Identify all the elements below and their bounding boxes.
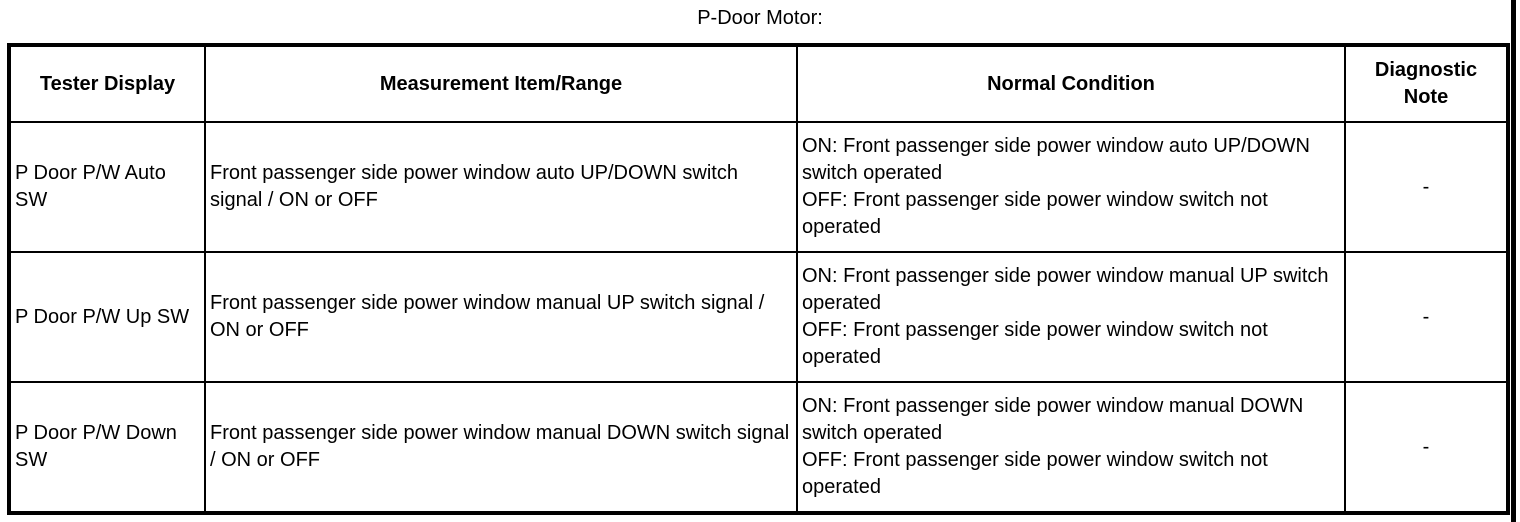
cell-normal-condition — [797, 382, 1345, 513]
normal-off-text: OFF: Front passenger side power window switch not operated — [802, 449, 1268, 498]
table-body — [9, 122, 1508, 513]
cell-measurement: Front passenger side power window manual DOWN switch signal / ON or OFF — [205, 382, 797, 513]
cell-measurement: Front passenger side power window manual UP switch signal / ON or OFF — [205, 252, 797, 382]
section-title: P-Door Motor: — [697, 7, 823, 29]
normal-off-text: OFF: Front passenger side power window switch not operated — [802, 189, 1268, 238]
cell-measurement: Front passenger side power window auto UP/DOWN switch signal / ON or OFF — [205, 122, 797, 252]
cell-diagnostic-note: - — [1345, 252, 1508, 382]
header-row — [9, 45, 1508, 122]
table-row — [9, 122, 1508, 252]
table-row — [9, 252, 1508, 382]
table-header — [9, 45, 1508, 122]
cell-diagnostic-note: - — [1345, 382, 1508, 513]
cell-normal-condition — [797, 122, 1345, 252]
normal-on-text: ON: Front passenger side power window manual DOWN switch operated — [802, 395, 1304, 444]
cell-tester-display: P Door P/W Up SW — [9, 252, 205, 382]
header-diagnostic-note: Diagnostic Note — [1345, 45, 1508, 122]
normal-off-text: OFF: Front passenger side power window switch not operated — [802, 319, 1268, 368]
cell-diagnostic-note: - — [1345, 122, 1508, 252]
header-measurement: Measurement Item/Range — [205, 45, 797, 122]
cell-tester-display: P Door P/W Auto SW — [9, 122, 205, 252]
data-table — [7, 43, 1510, 515]
normal-on-text: ON: Front passenger side power window manual UP switch operated — [802, 265, 1329, 314]
table-row — [9, 382, 1508, 513]
normal-on-text: ON: Front passenger side power window auto UP/DOWN switch operated — [802, 135, 1310, 184]
header-tester-display: Tester Display — [9, 45, 205, 122]
header-normal-condition: Normal Condition — [797, 45, 1345, 122]
page-edge-rule — [1511, 0, 1516, 522]
cell-tester-display: P Door P/W Down SW — [9, 382, 205, 513]
cell-normal-condition — [797, 252, 1345, 382]
